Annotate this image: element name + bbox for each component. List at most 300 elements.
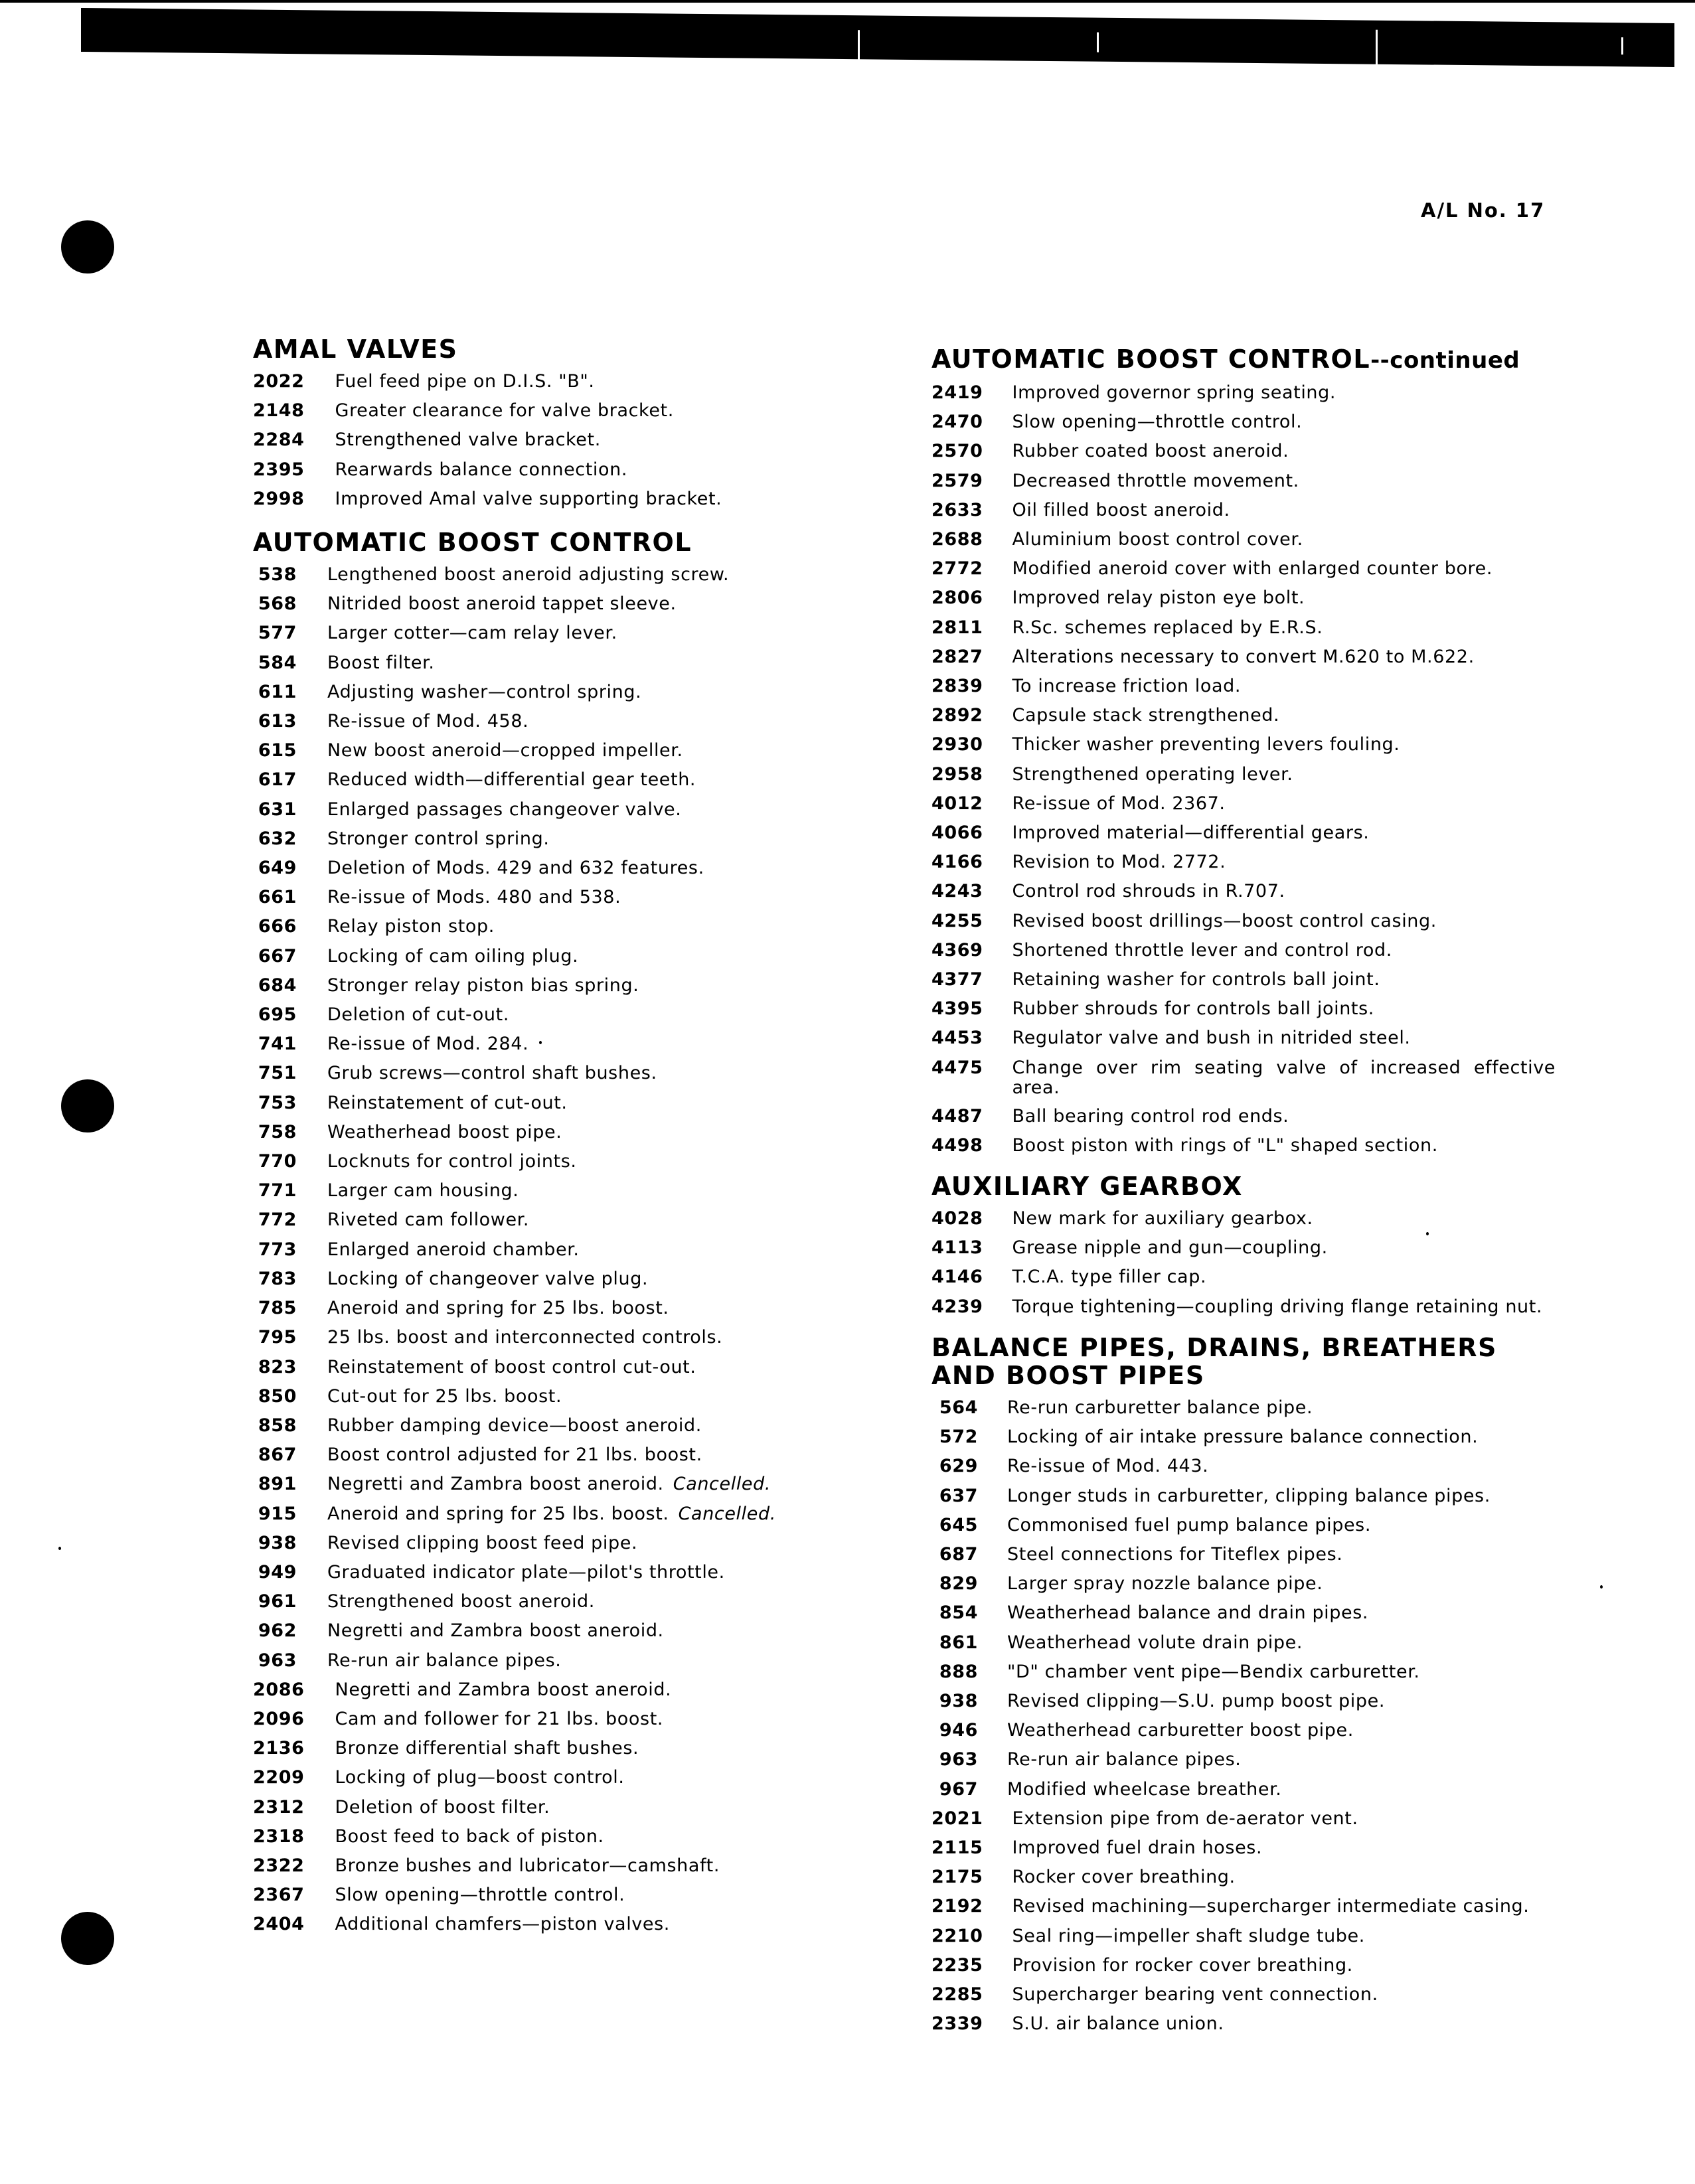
modification-row <box>253 707 890 736</box>
modification-row <box>931 554 1556 584</box>
mod-description-text: Reinstatement of boost control cut-out. <box>327 1356 696 1377</box>
mod-number: 2021 <box>931 1808 983 1829</box>
mod-number: 2930 <box>931 734 983 755</box>
mod-number: 4028 <box>931 1208 983 1229</box>
mod-description-text: Rocker cover breathing. <box>1012 1867 1236 1888</box>
mod-description <box>305 1793 890 1822</box>
mod-number: 2192 <box>931 1896 983 1917</box>
mod-description <box>983 613 1556 643</box>
mod-description <box>297 1500 890 1529</box>
mod-description-text: Re-run air balance pipes. <box>327 1650 562 1671</box>
mod-description-text: New boost aneroid—cropped impeller. <box>327 740 683 761</box>
modification-row <box>931 613 1556 643</box>
mod-number: 963 <box>939 1749 978 1770</box>
mod-description <box>297 1411 890 1441</box>
mod-description-text: Re-run carburetter balance pipe. <box>1007 1397 1313 1418</box>
mod-number: 2839 <box>931 676 983 697</box>
modification-row <box>931 760 1556 789</box>
modification-row <box>253 1500 890 1529</box>
section-title: AUTOMATIC BOOST CONTROL <box>253 528 692 558</box>
mod-number: 2367 <box>253 1885 305 1906</box>
mod-description-text: Rearwards balance connection. <box>335 459 628 480</box>
mod-description-text: S.U. air balance union. <box>1012 2013 1224 2035</box>
modification-list <box>931 1204 1556 1322</box>
modification-row <box>931 1131 1556 1160</box>
modification-row <box>253 589 890 619</box>
modification-row <box>931 1482 1556 1511</box>
mod-description-text: Negretti and Zambra boost aneroid. <box>327 1474 664 1495</box>
mod-description <box>983 1980 1556 2009</box>
mod-number: 631 <box>258 799 297 820</box>
mod-description <box>978 1716 1556 1745</box>
mod-description <box>983 1892 1556 1921</box>
mod-number: 2339 <box>931 2013 983 2035</box>
modification-row <box>931 877 1556 906</box>
mod-description <box>305 396 890 426</box>
mod-description <box>297 1147 890 1176</box>
modification-row <box>253 1763 890 1792</box>
mod-description <box>297 1000 890 1030</box>
mod-description <box>983 1951 1556 1980</box>
scan-speck <box>58 1547 61 1550</box>
section-heading <box>931 1334 1556 1389</box>
mod-description-text: Weatherhead boost pipe. <box>327 1121 562 1142</box>
mod-description-text: Re-issue of Mod. 458. <box>327 711 529 732</box>
mod-description-text: Oil filled boost aneroid. <box>1012 499 1230 520</box>
mod-description-text: Retaining washer for controls ball joint. <box>1012 969 1380 990</box>
mod-description <box>978 1628 1556 1658</box>
mod-number: 2322 <box>253 1855 305 1876</box>
mod-description-text: Improved material—differential gears. <box>1012 822 1370 844</box>
mod-description-text: Stronger control spring. <box>327 828 550 849</box>
section-heading <box>931 345 1556 374</box>
modification-row <box>931 819 1556 848</box>
mod-description-text: Negretti and Zambra boost aneroid. <box>335 1679 672 1700</box>
section-balance-pipes-drains-breathers-and-boost-pipes <box>931 1334 1556 2039</box>
mod-description-text: Cam and follower for 21 lbs. boost. <box>335 1708 664 1729</box>
modification-row <box>253 942 890 971</box>
mod-description-text: Larger cotter—cam relay lever. <box>327 623 617 644</box>
modification-row <box>253 1323 890 1352</box>
mod-description <box>297 1059 890 1088</box>
modification-row <box>253 367 890 396</box>
mod-description <box>297 1176 890 1206</box>
scan-speck <box>1600 1585 1603 1589</box>
mod-number: 2633 <box>931 499 983 520</box>
mod-description <box>983 1263 1556 1292</box>
mod-description-text: Thicker washer preventing levers fouling. <box>1012 734 1400 755</box>
modification-row <box>931 965 1556 994</box>
mod-description-text: Grub screws—control shaft bushes. <box>327 1063 657 1084</box>
mod-description <box>978 1452 1556 1481</box>
modification-row <box>931 1292 1556 1322</box>
punch-hole-icon <box>61 1912 114 1965</box>
mod-description <box>983 994 1556 1024</box>
mod-description-text: Provision for rocker cover breathing. <box>1012 1954 1353 1976</box>
modification-row <box>253 1881 890 1910</box>
mod-number: 538 <box>258 564 297 585</box>
modification-row <box>931 672 1556 701</box>
mod-description <box>297 1118 890 1147</box>
mod-description <box>305 1734 890 1763</box>
mod-description <box>305 1851 890 1881</box>
mod-description-text: Extension pipe from de-aerator vent. <box>1012 1808 1358 1829</box>
mod-description <box>978 1599 1556 1628</box>
modification-row <box>931 584 1556 613</box>
mod-number: 2285 <box>931 1984 983 2005</box>
section-heading <box>253 528 890 556</box>
modification-row <box>931 1833 1556 1863</box>
modification-row <box>253 485 890 514</box>
mod-number: 4146 <box>931 1267 983 1288</box>
modification-row <box>253 1676 890 1705</box>
modification-row <box>253 1030 890 1059</box>
mod-number: 946 <box>939 1720 978 1741</box>
modification-row <box>253 1558 890 1587</box>
mod-number: 962 <box>258 1620 297 1642</box>
modification-row <box>931 2009 1556 2039</box>
mod-description-text: Bronze bushes and lubricator—camshaft. <box>335 1855 720 1876</box>
mod-description <box>983 1863 1556 1892</box>
mod-description <box>983 525 1556 554</box>
section-title: AUXILIARY GEARBOX <box>931 1172 1243 1202</box>
mod-description <box>983 1292 1556 1322</box>
section-automatic-boost-control <box>253 528 890 1940</box>
mod-description <box>297 589 890 619</box>
mod-number: 4498 <box>931 1134 983 1156</box>
mod-number: 2096 <box>253 1708 305 1729</box>
mod-description-text: 25 lbs. boost and interconnected controls. <box>327 1327 723 1348</box>
mod-description <box>983 848 1556 877</box>
mod-number: 564 <box>939 1397 978 1418</box>
modification-row <box>253 1353 890 1382</box>
mod-number: 4395 <box>931 998 983 1020</box>
modification-row <box>931 1775 1556 1804</box>
mod-description-text: Enlarged aneroid chamber. <box>327 1239 580 1260</box>
mod-number: 661 <box>258 887 297 908</box>
mod-description-text: Riveted cam follower. <box>327 1209 530 1231</box>
mod-description-text: Decreased throttle movement. <box>1012 470 1299 491</box>
mod-number: 2570 <box>931 441 983 462</box>
mod-description <box>297 1353 890 1382</box>
modification-row <box>253 1910 890 1939</box>
modification-row <box>931 730 1556 759</box>
mod-description <box>983 584 1556 613</box>
mod-description <box>305 1822 890 1851</box>
section-heading <box>253 335 890 363</box>
modification-row <box>931 1745 1556 1774</box>
modification-row <box>253 396 890 426</box>
mod-description-text: Weatherhead balance and drain pipes. <box>1007 1602 1369 1624</box>
modification-row <box>931 1628 1556 1658</box>
modification-row <box>931 994 1556 1024</box>
modification-row <box>931 437 1556 466</box>
modification-row <box>253 736 890 765</box>
mod-number: 773 <box>258 1239 297 1260</box>
mod-description <box>983 467 1556 496</box>
mod-description <box>297 824 890 854</box>
modification-row <box>931 467 1556 496</box>
mod-description <box>297 1265 890 1294</box>
mod-description <box>305 1705 890 1734</box>
mod-description <box>297 883 890 912</box>
mod-number: 2470 <box>931 412 983 433</box>
modification-row <box>931 1540 1556 1569</box>
mod-number: 758 <box>258 1121 297 1142</box>
mod-description <box>297 1294 890 1323</box>
section-heading <box>931 1172 1556 1200</box>
mod-description <box>297 795 890 824</box>
mod-description-text: Locking of cam oiling plug. <box>327 945 579 967</box>
mod-description-text: Steel connections for Titeflex pipes. <box>1007 1543 1343 1565</box>
mod-description <box>978 1687 1556 1716</box>
mod-description-text: Locknuts for control joints. <box>327 1151 577 1172</box>
mod-number: 823 <box>258 1356 297 1377</box>
modification-row <box>253 1529 890 1558</box>
modification-row <box>253 455 890 485</box>
mod-number: 829 <box>939 1573 978 1595</box>
scan-header-band <box>81 8 1674 67</box>
modification-row <box>253 1382 890 1411</box>
modification-row <box>931 1980 1556 2009</box>
modification-row <box>931 1393 1556 1423</box>
mod-description <box>978 1569 1556 1599</box>
mod-description-text: Stronger relay piston bias spring. <box>327 975 639 996</box>
mod-description <box>983 496 1556 525</box>
cancelled-note: Cancelled. <box>673 1474 771 1495</box>
mod-description <box>983 554 1556 584</box>
mod-description-text: Enlarged passages changeover valve. <box>327 799 682 820</box>
modification-row <box>931 1204 1556 1233</box>
mod-description-text: Revision to Mod. 2772. <box>1012 852 1226 873</box>
mod-description-text: Fuel feed pipe on D.I.S. "B". <box>335 371 595 392</box>
mod-description-text: Weatherhead carburetter boost pipe. <box>1007 1720 1354 1741</box>
mod-description-text: Revised machining—supercharger intermediate casing. <box>1012 1896 1530 1917</box>
mod-description-text: Modified aneroid cover with enlarged counter bore. <box>1012 558 1493 580</box>
modification-row <box>931 1053 1556 1102</box>
modification-row <box>931 1863 1556 1892</box>
mod-description <box>983 437 1556 466</box>
document-reference: A/L No. 17 <box>1421 199 1546 222</box>
mod-description <box>297 942 890 971</box>
modification-row <box>931 936 1556 965</box>
mod-description-text: Improved Amal valve supporting bracket. <box>335 488 722 509</box>
mod-description-text: Ball bearing control rod ends. <box>1012 1105 1289 1127</box>
modification-row <box>253 1118 890 1147</box>
mod-description <box>305 1676 890 1705</box>
mod-description-text: Change over rim seating valve of increased effective area. <box>1012 1057 1556 1098</box>
modification-row <box>931 1892 1556 1921</box>
modification-row <box>253 854 890 883</box>
mod-number: 2688 <box>931 529 983 550</box>
mod-description <box>297 1030 890 1059</box>
mod-number: 772 <box>258 1209 297 1231</box>
mod-description-text: Strengthened valve bracket. <box>335 429 601 451</box>
mod-number: 891 <box>258 1474 297 1495</box>
mod-description <box>983 819 1556 848</box>
mod-number: 615 <box>258 740 297 761</box>
mod-number: 2772 <box>931 558 983 580</box>
modification-row <box>253 426 890 455</box>
modification-row <box>253 1705 890 1734</box>
mod-number: 2395 <box>253 459 305 480</box>
modification-row <box>931 1658 1556 1687</box>
modification-row <box>253 1265 890 1294</box>
mod-description-text: Cut-out for 25 lbs. boost. <box>327 1385 562 1407</box>
mod-number: 4012 <box>931 793 983 814</box>
mod-number: 771 <box>258 1180 297 1202</box>
mod-description <box>983 1131 1556 1160</box>
modification-row <box>931 907 1556 936</box>
mod-number: 4066 <box>931 822 983 844</box>
section-title: BALANCE PIPES, DRAINS, BREATHERS AND BOOST PIPES <box>931 1332 1497 1390</box>
mod-number: 2136 <box>253 1738 305 1759</box>
mod-description-text: Re-issue of Mod. 284. <box>327 1034 529 1055</box>
modification-row <box>931 789 1556 819</box>
mod-description-text: Longer studs in carburetter, clipping balance pipes. <box>1007 1485 1491 1506</box>
mod-description-text: Weatherhead volute drain pipe. <box>1007 1632 1303 1653</box>
modification-list <box>253 560 890 1940</box>
mod-description <box>983 378 1556 408</box>
mod-description-text: R.Sc. schemes replaced by E.R.S. <box>1012 617 1323 638</box>
mod-description <box>297 649 890 678</box>
mod-description-text: Revised boost drillings—boost control casing. <box>1012 910 1437 931</box>
mod-description-text: Aneroid and spring for 25 lbs. boost. <box>327 1503 669 1524</box>
mod-description-text: Torque tightening—coupling driving flange retaining nut. <box>1012 1296 1543 1317</box>
mod-description <box>297 765 890 795</box>
mod-description-text: Improved relay piston eye bolt. <box>1012 587 1305 609</box>
modification-row <box>253 1822 890 1851</box>
mod-number: 2022 <box>253 371 305 392</box>
modification-row <box>931 1951 1556 1980</box>
modification-row <box>253 1734 890 1763</box>
punch-hole-icon <box>61 1079 114 1132</box>
mod-number: 2312 <box>253 1796 305 1818</box>
mod-description-text: Bronze differential shaft bushes. <box>335 1738 639 1759</box>
mod-description-text: Re-issue of Mods. 480 and 538. <box>327 887 621 908</box>
mod-description-text: "D" chamber vent pipe—Bendix carburetter. <box>1007 1661 1420 1682</box>
mod-number: 2579 <box>931 470 983 491</box>
mod-description <box>983 701 1556 730</box>
mod-description <box>978 1540 1556 1569</box>
mod-description <box>305 485 890 514</box>
mod-number: 2235 <box>931 1954 983 1976</box>
mod-number: 584 <box>258 652 297 673</box>
mod-description <box>983 1922 1556 1951</box>
mod-number: 858 <box>258 1415 297 1436</box>
mod-description-text: Boost feed to back of piston. <box>335 1826 604 1847</box>
mod-description <box>297 1529 890 1558</box>
mod-description <box>305 455 890 485</box>
modification-row <box>253 1616 890 1646</box>
mod-description <box>983 1233 1556 1263</box>
mod-number: 568 <box>258 593 297 615</box>
section-automatic-boost-control <box>931 345 1556 1160</box>
modification-row <box>253 1147 890 1176</box>
mod-number: 695 <box>258 1004 297 1026</box>
mod-description-text: Commonised fuel pump balance pipes. <box>1007 1514 1372 1535</box>
mod-number: 861 <box>939 1632 978 1653</box>
mod-number: 632 <box>258 828 297 849</box>
mod-number: 4166 <box>931 852 983 873</box>
modification-row <box>253 912 890 941</box>
mod-number: 4113 <box>931 1237 983 1259</box>
modification-list <box>931 378 1556 1160</box>
mod-description-text: Additional chamfers—piston valves. <box>335 1914 670 1935</box>
modification-row <box>931 1511 1556 1540</box>
mod-description-text: T.C.A. type filler cap. <box>1012 1267 1207 1288</box>
mod-description <box>983 965 1556 994</box>
mod-description <box>978 1393 1556 1423</box>
mod-description <box>978 1775 1556 1804</box>
mod-description <box>297 619 890 648</box>
modification-row <box>253 1793 890 1822</box>
mod-description <box>297 1616 890 1646</box>
mod-description-text: Rubber damping device—boost aneroid. <box>327 1415 702 1436</box>
mod-description-text: Regulator valve and bush in nitrided steel. <box>1012 1028 1411 1049</box>
modification-row <box>931 1452 1556 1481</box>
mod-number: 751 <box>258 1063 297 1084</box>
mod-description-text: Re-issue of Mod. 443. <box>1007 1456 1209 1477</box>
mod-number: 753 <box>258 1092 297 1113</box>
mod-description-text: Boost filter. <box>327 652 435 673</box>
mod-number: 666 <box>258 916 297 937</box>
modification-row <box>931 378 1556 408</box>
mod-number: 850 <box>258 1385 297 1407</box>
modification-row <box>253 795 890 824</box>
mod-description <box>305 1910 890 1939</box>
modification-list <box>931 1393 1556 2039</box>
band-mark <box>858 30 860 62</box>
modification-row <box>931 643 1556 672</box>
mod-description <box>983 1053 1556 1102</box>
mod-description-text: Graduated indicator plate—pilot's throttle. <box>327 1561 725 1583</box>
mod-description-text: Locking of changeover valve plug. <box>327 1268 649 1289</box>
mod-description <box>983 1024 1556 1053</box>
modification-row <box>931 1423 1556 1452</box>
mod-description-text: Greater clearance for valve bracket. <box>335 400 674 422</box>
mod-description-text: Larger cam housing. <box>327 1180 519 1202</box>
modification-row <box>253 1176 890 1206</box>
mod-description-text: Aneroid and spring for 25 lbs. boost. <box>327 1298 669 1319</box>
mod-description <box>983 1804 1556 1833</box>
mod-description-text: Revised clipping—S.U. pump boost pipe. <box>1007 1690 1386 1711</box>
modification-row <box>253 1851 890 1881</box>
modification-row <box>253 824 890 854</box>
modification-row <box>253 560 890 589</box>
mod-number: 572 <box>939 1427 978 1448</box>
mod-description <box>297 1587 890 1616</box>
mod-description <box>983 877 1556 906</box>
mod-number: 2958 <box>931 763 983 785</box>
mod-description-text: Adjusting washer—control spring. <box>327 681 642 702</box>
mod-description <box>297 854 890 883</box>
modification-row <box>253 1235 890 1265</box>
mod-number: 2086 <box>253 1679 305 1700</box>
mod-number: 4239 <box>931 1296 983 1317</box>
mod-number: 4243 <box>931 881 983 902</box>
mod-description-text: Deletion of Mods. 429 and 632 features. <box>327 858 704 879</box>
mod-description-text: Revised clipping boost feed pipe. <box>327 1532 638 1553</box>
mod-description <box>978 1482 1556 1511</box>
mod-description <box>297 1206 890 1235</box>
mod-number: 783 <box>258 1268 297 1289</box>
mod-number: 611 <box>258 681 297 702</box>
mod-number: 2827 <box>931 646 983 667</box>
mod-description-text: Relay piston stop. <box>327 916 495 937</box>
mod-description <box>297 1558 890 1587</box>
mod-description-text: Shortened throttle lever and control rod. <box>1012 939 1392 961</box>
